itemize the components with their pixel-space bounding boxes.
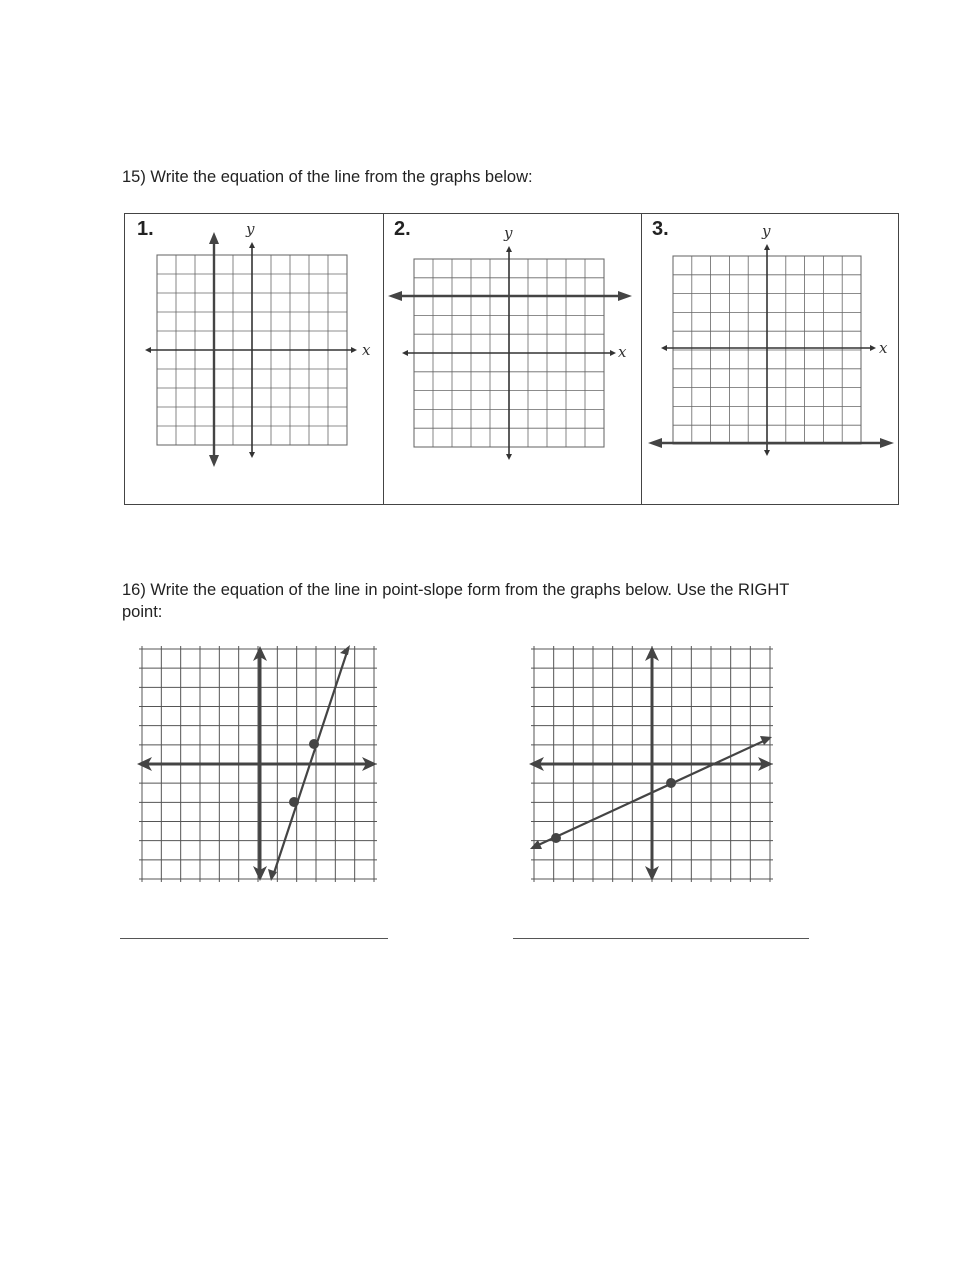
graph-3-line-arrow-right <box>880 438 894 448</box>
x-axis-arrow-left-1 <box>145 347 151 353</box>
graph-16b-point-2 <box>666 778 676 788</box>
graph-number-2: 2. <box>394 218 411 240</box>
graphs-15-container <box>124 213 899 505</box>
graph-panel-2 <box>383 214 642 504</box>
question-16-line-2: point: <box>122 603 163 621</box>
answer-line-16-left[interactable] <box>120 938 388 939</box>
x-axis-arrow-right-1 <box>351 347 357 353</box>
y-axis-arrow-up-3 <box>764 244 770 250</box>
graph-16-left <box>134 641 379 886</box>
graph-panel-1 <box>125 214 383 504</box>
x-axis-arrow-right-3 <box>870 345 876 351</box>
graph-1-line-arrow-up <box>209 232 219 244</box>
y-axis-arrow-down-2 <box>506 454 512 460</box>
y-axis-arrow-down-1 <box>249 452 255 458</box>
question-16-line-1: 16) Write the equation of the line in point-slope form from the graphs below. Use the RIGHT <box>122 581 790 599</box>
graph-16a-point-2 <box>309 739 319 749</box>
x-label-1: x <box>362 341 371 359</box>
graph-16b-point-1 <box>551 833 561 843</box>
y-axis-arrow-up-1 <box>249 242 255 248</box>
graph-3-svg <box>642 214 900 504</box>
graph-16a-line-arrow-up <box>340 645 350 655</box>
y-axis-arrow-up-2 <box>506 246 512 252</box>
graph-number-1: 1. <box>137 218 154 240</box>
answer-line-16-right[interactable] <box>513 938 809 939</box>
x-label-2: x <box>618 343 627 361</box>
graph-2-svg <box>384 214 642 504</box>
graph-16a-point-1 <box>289 797 299 807</box>
graph-2-line-arrow-right <box>618 291 632 301</box>
graph-number-3: 3. <box>652 218 669 240</box>
x-axis-arrow-left-3 <box>661 345 667 351</box>
graph-panel-3 <box>641 214 900 504</box>
graph-1-svg <box>125 214 383 504</box>
graph-1-line-arrow-down <box>209 455 219 467</box>
y-axis-arrow-down-3 <box>764 450 770 456</box>
graph-16-right <box>526 641 776 886</box>
graph-2-line-arrow-left <box>388 291 402 301</box>
graph-3-line-arrow-left <box>648 438 662 448</box>
x-axis-arrow-left-2 <box>402 350 408 356</box>
y-label-3: y <box>762 222 771 240</box>
y-label-1: y <box>246 220 255 238</box>
y-label-2: y <box>504 224 513 242</box>
x-label-3: x <box>879 339 888 357</box>
question-15-text: 15) Write the equation of the line from the graphs below: <box>122 168 533 186</box>
x-axis-arrow-right-2 <box>610 350 616 356</box>
question-16-text <box>122 579 842 623</box>
